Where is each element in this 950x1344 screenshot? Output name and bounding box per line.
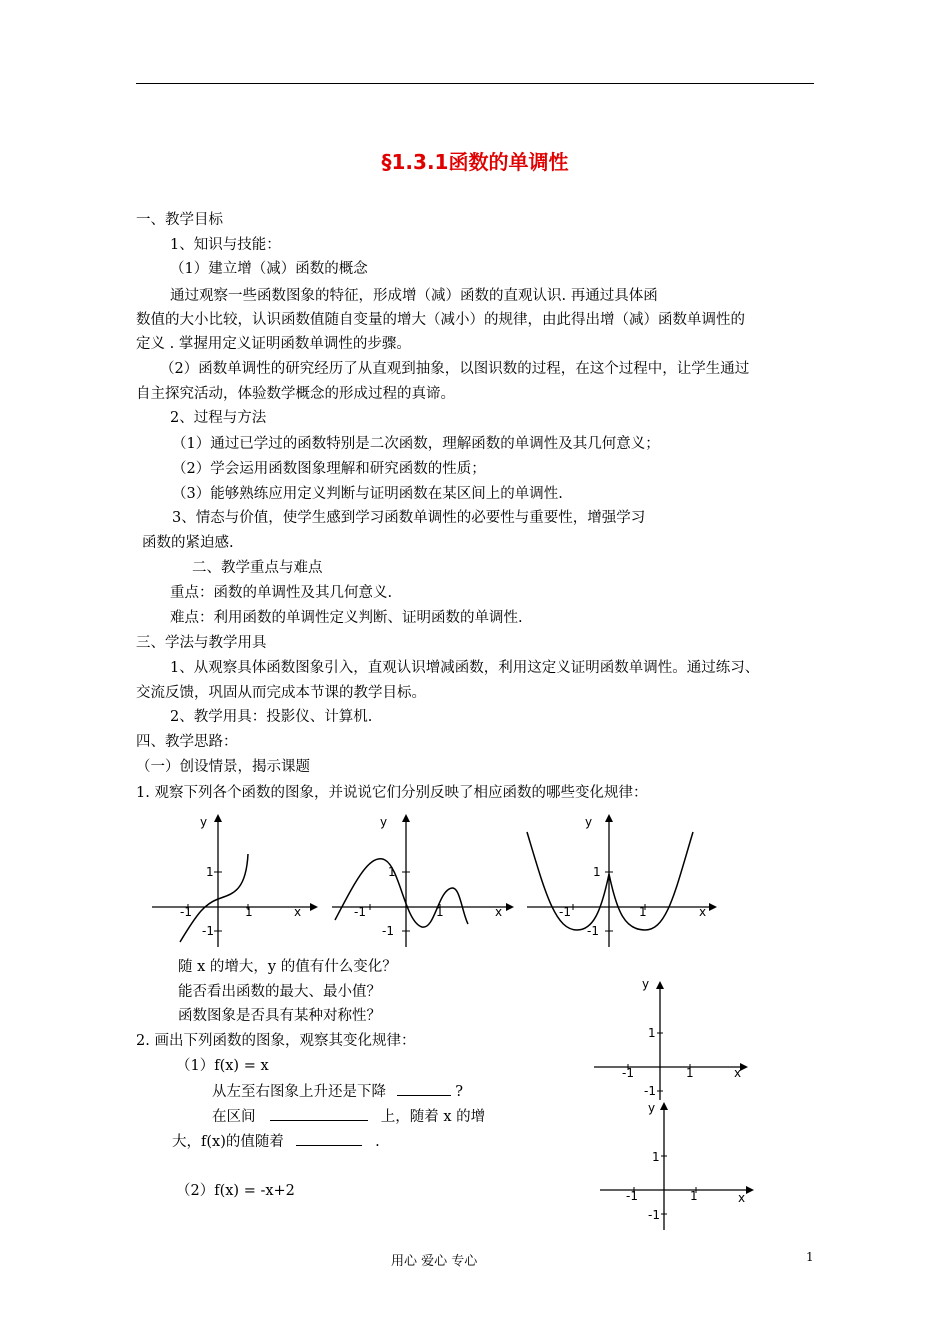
graph-w-shape <box>525 812 725 952</box>
paragraph-line: 难点：利用函数的单调性定义判断、证明函数的单调性. <box>170 610 523 626</box>
tick-label: 1 <box>652 1150 660 1164</box>
y-axis-label: y <box>380 815 388 829</box>
empty-axes-2 <box>596 1098 756 1238</box>
answer-blank[interactable] <box>397 1081 451 1096</box>
paragraph-line: 定义 . 掌握用定义证明函数单调性的步骤。 <box>136 336 411 352</box>
paragraph-line: 函数的紧迫感. <box>142 535 234 551</box>
paragraph-line: 2、教学用具：投影仪、计算机. <box>170 709 373 725</box>
exercise-line <box>212 1081 463 1102</box>
y-axis-label: y <box>642 977 650 991</box>
page-number: 1 <box>806 1250 814 1264</box>
paragraph-line: 重点：函数的单调性及其几何意义. <box>170 585 393 601</box>
tick-label: 1 <box>593 865 601 879</box>
paragraph-line: 3、情态与价值，使学生感到学习函数单调性的必要性与重要性，增强学习 <box>172 510 646 526</box>
tick-label: 1 <box>639 905 647 919</box>
exercise-text: 上，随着 x 的增 <box>380 1109 486 1125</box>
paragraph-line: （2）函数单调性的研究经历了从直观到抽象，以图识数的过程，在这个过程中，让学生通过 <box>160 361 750 377</box>
tick-label: -1 <box>622 1066 634 1080</box>
subsection-heading: 1、知识与技能： <box>170 237 281 253</box>
page-title: §1.3.1函数的单调性 <box>381 150 569 174</box>
exercise-line <box>212 1106 485 1127</box>
tick-label: -1 <box>644 1084 656 1098</box>
y-axis-label: y <box>200 815 208 829</box>
exercise-text: 从左至右图象上升还是下降 <box>212 1084 386 1100</box>
paragraph-line: 1、从观察具体函数图象引入，直观认识增减函数，利用这定义证明函数单调性。通过练习、 <box>170 660 760 676</box>
x-axis-label: x <box>495 905 503 919</box>
x-axis-label: x <box>734 1066 742 1080</box>
exercise-text: 大，f(x)的值随着 <box>172 1134 284 1150</box>
tick-label: 1 <box>648 1026 656 1040</box>
y-axis-label: y <box>648 1101 656 1115</box>
tick-label: -1 <box>626 1189 638 1203</box>
paragraph-line: （1）建立增（减）函数的概念 <box>170 261 368 277</box>
graph-cubic <box>150 812 320 952</box>
tick-label: 1 <box>245 905 253 919</box>
tick-label: -1 <box>382 924 394 938</box>
question-line: 1. 观察下列各个函数的图象，并说说它们分别反映了相应函数的哪些变化规律： <box>136 785 648 801</box>
tick-label: -1 <box>202 924 214 938</box>
function-label: （1）f(x) = x <box>176 1058 269 1074</box>
tick-label: 1 <box>436 905 444 919</box>
footer-text: 用心 爱心 专心 <box>391 1254 478 1269</box>
empty-axes-1 <box>590 975 750 1105</box>
paragraph-line: （2）学会运用函数图象理解和研究函数的性质； <box>172 461 486 477</box>
paragraph-line: 数值的大小比较，认识函数值随自变量的增大（减小）的规律，由此得出增（减）函数单调性的 <box>136 312 745 328</box>
tick-label: 1 <box>206 865 214 879</box>
answer-blank[interactable] <box>296 1131 362 1146</box>
subsection-heading: （一）创设情景，揭示课题 <box>136 759 310 775</box>
tick-label: -1 <box>559 905 571 919</box>
paragraph-line: （1）通过已学过的函数特别是二次函数，理解函数的单调性及其几何意义； <box>172 436 660 452</box>
tick-label: -1 <box>180 905 192 919</box>
section-heading: 四、教学思路： <box>136 734 238 750</box>
paragraph-line: （3）能够熟练应用定义判断与证明函数在某区间上的单调性. <box>172 486 563 502</box>
x-axis-label: x <box>738 1191 746 1205</box>
x-axis-label: x <box>699 905 707 919</box>
paragraph-line: 自主探究活动，体验数学概念的形成过程的真谛。 <box>136 386 455 402</box>
exercise-line <box>172 1131 380 1152</box>
tick-label: 1 <box>690 1189 698 1203</box>
question-line: 2. 画出下列函数的图象，观察其变化规律： <box>136 1033 416 1049</box>
tick-label: -1 <box>587 924 599 938</box>
function-label: （2）f(x) = -x+2 <box>176 1183 295 1199</box>
question-line: 能否看出函数的最大、最小值？ <box>178 984 381 1000</box>
tick-label: -1 <box>354 905 366 919</box>
paragraph-line: 通过观察一些函数图象的特征，形成增（减）函数的直观认识. 再通过具体函 <box>170 288 658 304</box>
exercise-text: 在区间 <box>212 1109 256 1125</box>
y-axis-label: y <box>585 815 593 829</box>
exercise-text: . <box>375 1134 380 1150</box>
section-heading: 二、教学重点与难点 <box>192 560 323 576</box>
answer-blank[interactable] <box>270 1106 368 1121</box>
section-heading: 三、学法与教学用具 <box>136 635 267 651</box>
graph-wave <box>330 812 520 952</box>
paragraph-line: 交流反馈，巩固从而完成本节课的教学目标。 <box>136 685 426 701</box>
x-axis-label: x <box>294 905 302 919</box>
section-heading: 一、教学目标 <box>136 212 223 228</box>
question-line: 随 x 的增大，y 的值有什么变化？ <box>178 959 397 975</box>
tick-label: -1 <box>648 1208 660 1222</box>
tick-label: 1 <box>388 865 396 879</box>
subsection-heading: 2、过程与方法 <box>170 410 267 426</box>
header-rule <box>136 83 814 84</box>
exercise-text: ? <box>455 1084 463 1100</box>
question-line: 函数图象是否具有某种对称性？ <box>178 1008 381 1024</box>
tick-label: 1 <box>686 1066 694 1080</box>
